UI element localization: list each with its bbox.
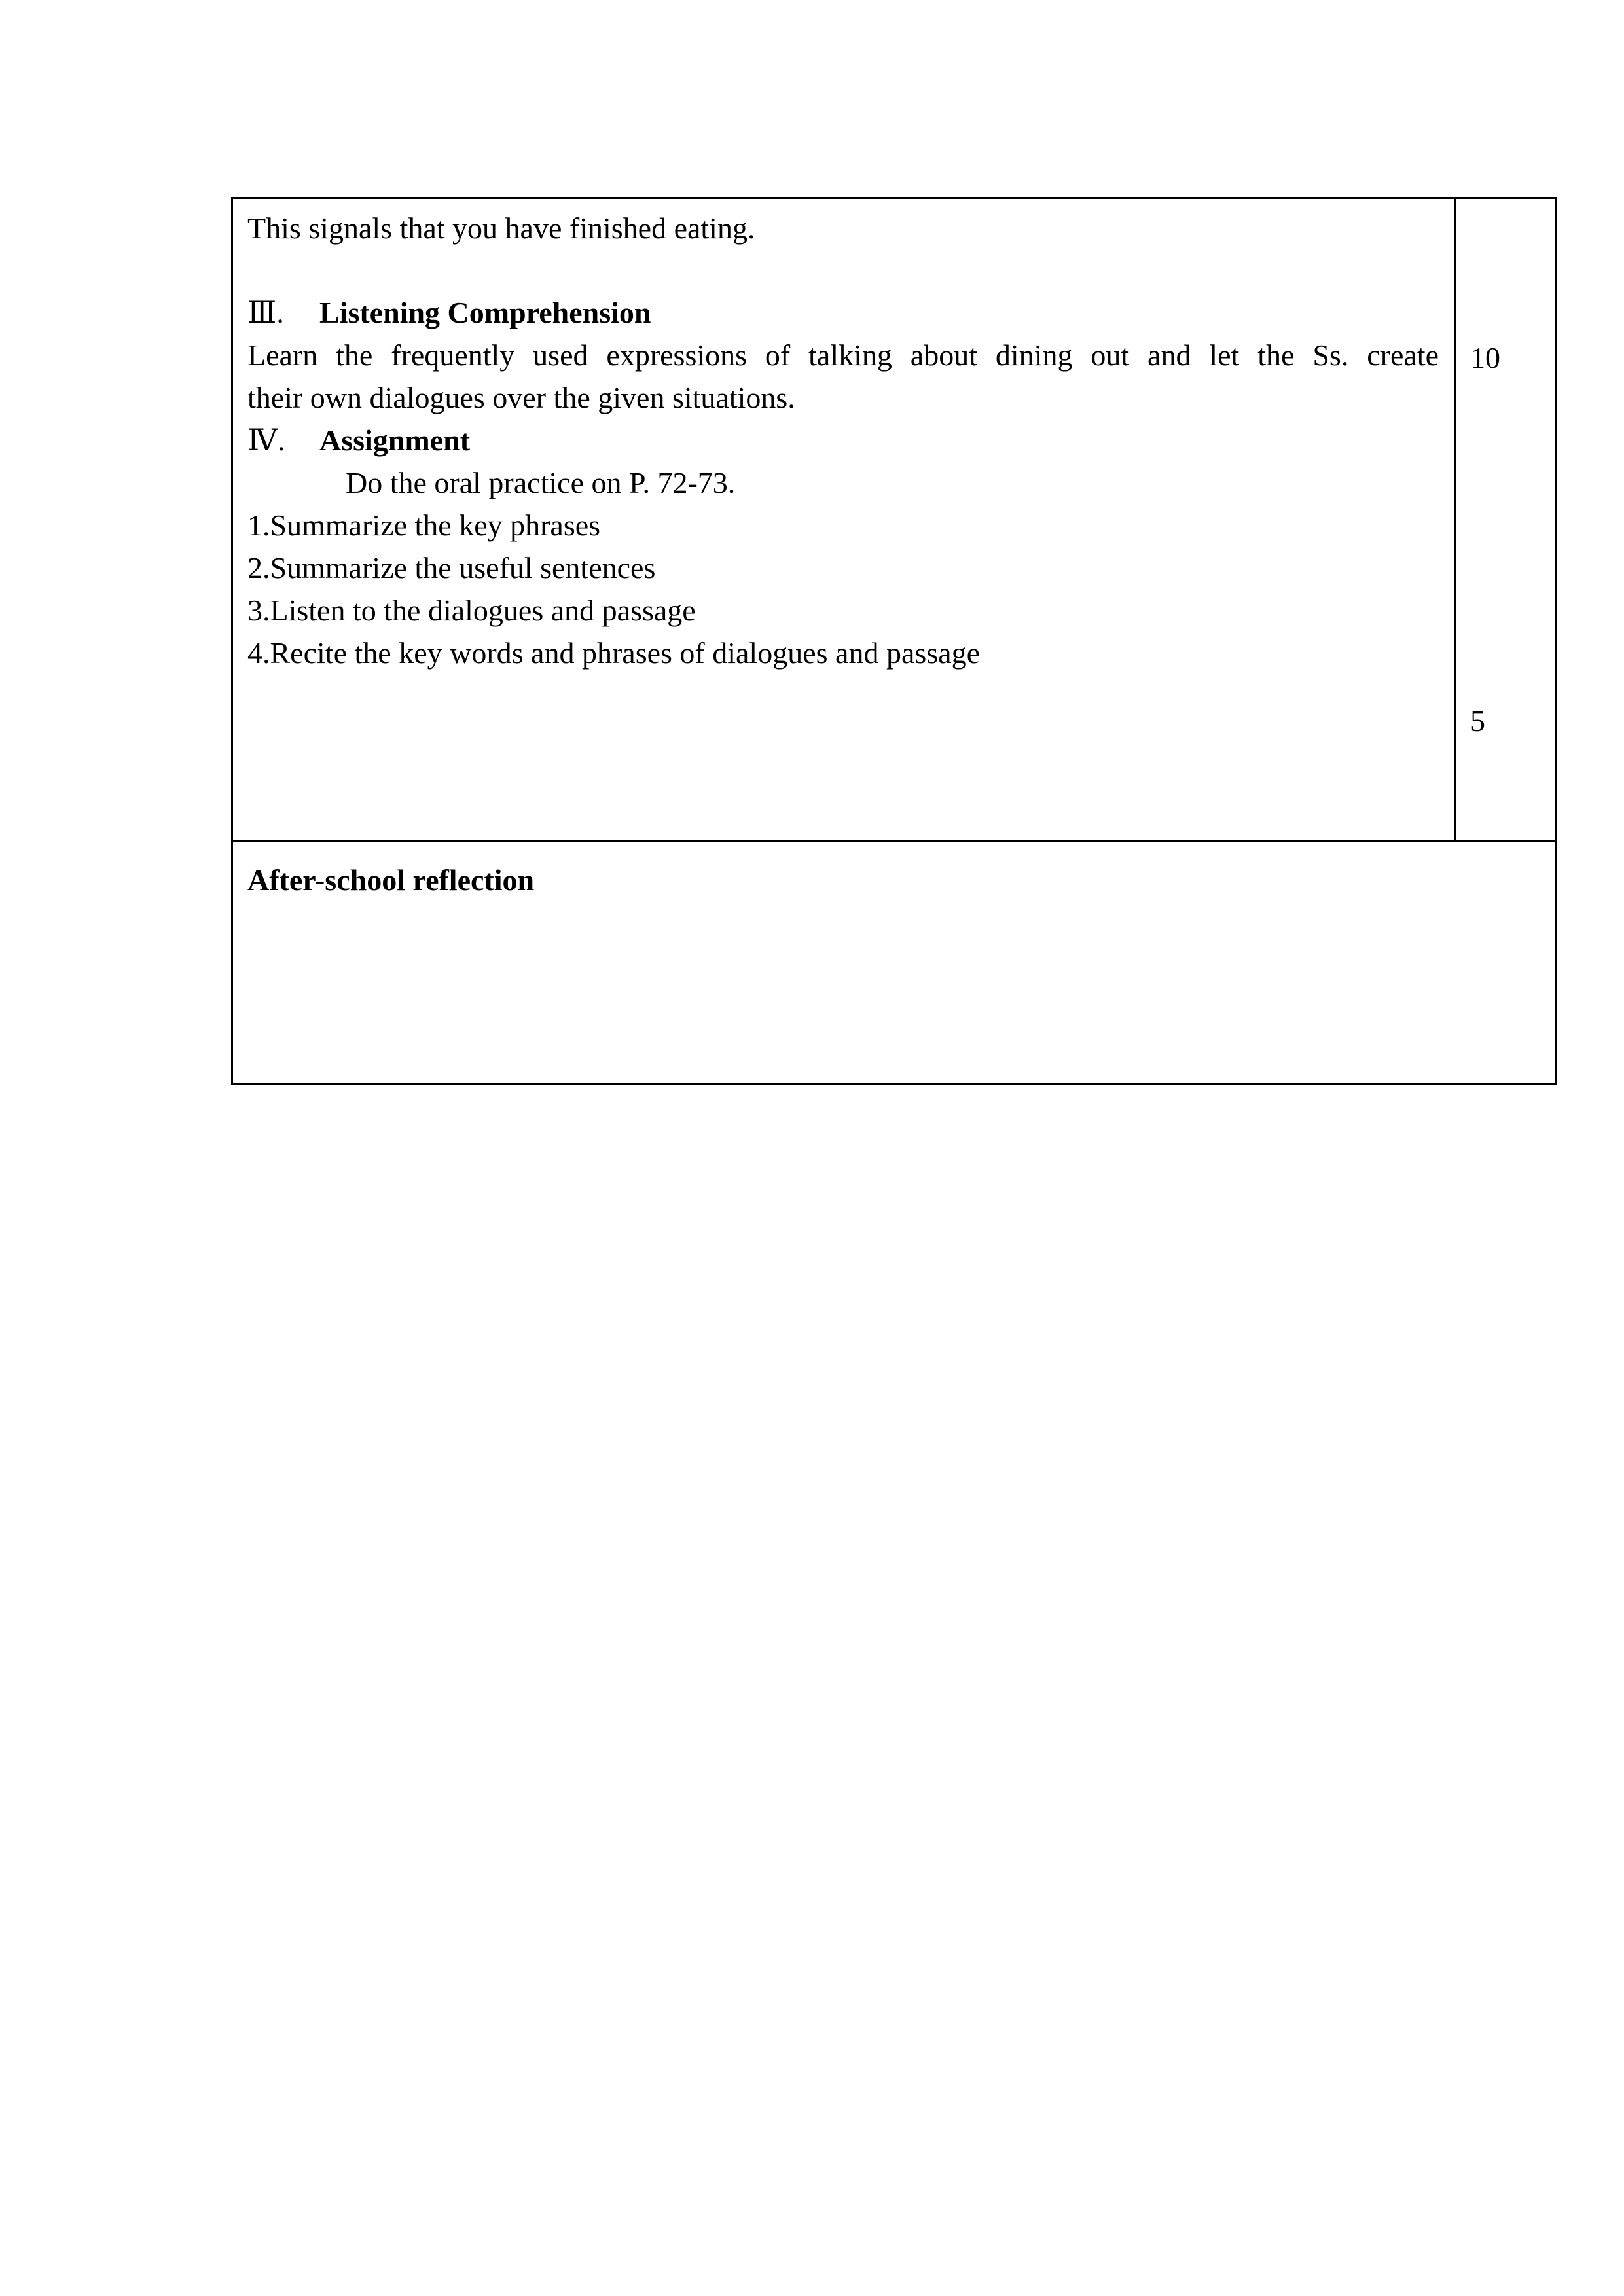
teaching-steps-row [233,199,1555,842]
section4-intro: Do the oral practice on P. 72-73. [346,466,736,499]
section3-heading [247,293,651,332]
section4-numeral: Ⅳ. [247,423,285,457]
section4-title: Assignment [319,423,471,457]
time-cell [1456,199,1555,840]
section3-numeral: Ⅲ. [247,296,284,329]
section3-body-line2: their own dialogues over the given situations. [247,381,795,414]
lesson-plan-table [231,197,1557,1085]
assignment-item: 1.Summarize the key phrases [247,509,601,542]
section4-heading [247,421,470,460]
assignment-item: 2.Summarize the useful sentences [247,551,656,584]
assignment-item: 4.Recite the key words and phrases of dialogues and passage [247,636,981,670]
section4-time: 5 [1470,704,1485,738]
reflection-row [233,842,1555,1083]
section3-time: 10 [1470,341,1500,374]
intro-line: This signals that you have finished eating. [247,211,755,245]
section3-body-line1: Learn the frequently used expressions of talking about dining out and let the Ss. create [247,338,1439,372]
assignment-item: 3.Listen to the dialogues and passage [247,594,696,627]
reflection-title: After-school reflection [247,863,535,897]
section3-title: Listening Comprehension [319,296,651,329]
teaching-steps-cell [233,199,1456,840]
